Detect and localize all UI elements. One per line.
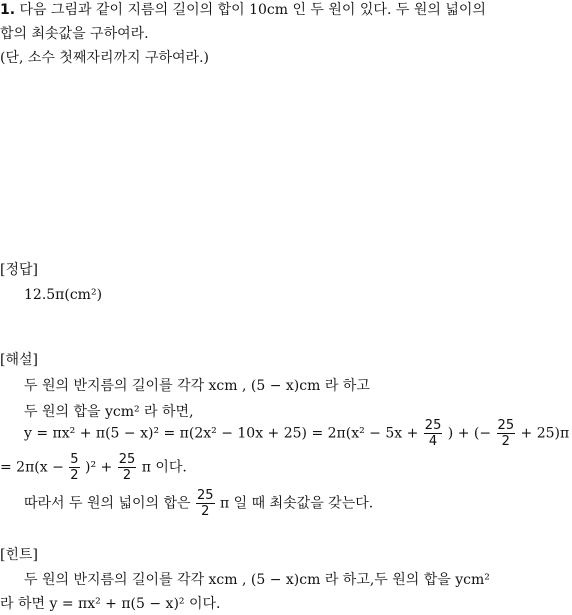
- question-number: 1.: [0, 2, 16, 18]
- question-line-1: [0, 0, 486, 20]
- fraction-25-over-4: $\frac{25}{4}$: [424, 418, 442, 449]
- solution-conclusion: [24, 488, 373, 519]
- eq1-mid: ) + (−: [447, 425, 492, 442]
- solution-equation-2: [0, 452, 187, 483]
- conclusion-right: π 일 때 최솟값을 갖는다.: [220, 495, 374, 512]
- hint-line-1: 두 원의 반지름의 길이를 각각 xcm , (5 − x)cm 라 하고,두 원의 합을 ycm²: [24, 572, 490, 588]
- answer-value: 12.5π(cm²): [24, 287, 103, 303]
- fraction-25-over-2-c: $\frac{25}{2}$: [197, 488, 214, 519]
- conclusion-left: 따라서 두 원의 넓이의 합은: [24, 495, 191, 512]
- eq2-left: = 2π(x −: [0, 459, 64, 476]
- eq2-right: π 이다.: [141, 459, 187, 476]
- solution-header: [해설]: [0, 352, 38, 368]
- fraction-25-over-2-b: $\frac{25}{2}$: [118, 452, 136, 483]
- fraction-25-over-2: $\frac{25}{2}$: [497, 418, 515, 449]
- hint-line-2: 라 하면 y = πx² + π(5 − x)² 이다.: [0, 596, 221, 612]
- question-text-2: 합의 최솟값을 구하여라.: [0, 26, 149, 42]
- solution-equation-1: [24, 418, 569, 449]
- question-note: (단, 소수 첫째자리까지 구하여라.): [0, 50, 209, 66]
- answer-header: [정답]: [0, 262, 38, 278]
- eq1-left: y = πx² + π(5 − x)² = π(2x² − 10x + 25) = 2π(x² − 5x +: [24, 425, 419, 442]
- question-text-1: 다음 그림과 같이 지름의 길이의 합이 10cm 인 두 원이 있다. 두 원의 넓이의: [19, 2, 486, 18]
- eq1-right: + 25)π: [520, 425, 570, 442]
- eq2-mid: )² +: [85, 459, 113, 476]
- solution-line-2: 두 원의 합을 ycm² 라 하면,: [24, 404, 194, 420]
- hint-header: [힌트]: [0, 547, 38, 563]
- fraction-5-over-2: $\frac{5}{2}$: [70, 452, 79, 483]
- solution-line-1: 두 원의 반지름의 길이를 각각 xcm , (5 − x)cm 라 하고: [24, 378, 370, 394]
